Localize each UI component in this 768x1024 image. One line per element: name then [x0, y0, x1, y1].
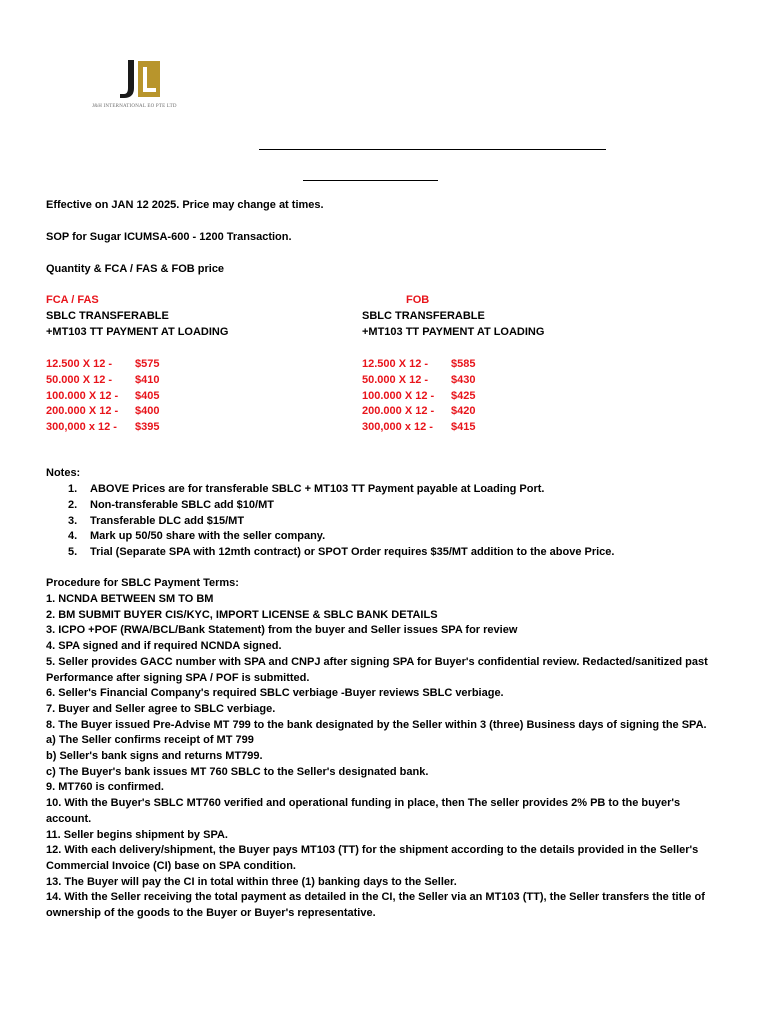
procedure-step: 10. With the Buyer's SBLC MT760 verified and operational funding in place, then The seller provides 2% PB to the buyer's account. — [46, 797, 681, 825]
effective-date-line: Effective on JAN 12 2025. Price may change at times. — [46, 199, 324, 211]
procedure-step: 5. Seller provides GACC number with SPA and CNPJ after signing SPA for Buyer's confidential review. Redacted/sanitized past Performance after signing SPA / POF is submitted. — [46, 655, 708, 684]
fca-sblc-line: SBLC TRANSFERABLE — [46, 310, 169, 322]
notes-heading: Notes: — [46, 467, 81, 479]
price-amount: $425 — [451, 389, 476, 402]
list-text: Mark up 50/50 share with the seller company. — [90, 530, 326, 543]
procedure-step: 1. NCNDA BETWEEN SM TO BM — [46, 593, 214, 605]
procedure-step: 14. With the Seller receiving the total payment as detailed in the CI, the Seller via an MT103 (TT), the Seller transfers the title of ownership of the goods to the Buyer or Buyer's representative. — [46, 891, 705, 920]
price-qty: 100.000 X 12 - — [362, 389, 435, 402]
list-number: 2. — [68, 498, 78, 511]
price-amount: $405 — [135, 389, 160, 402]
price-amount: $585 — [451, 358, 476, 370]
quantity-heading: Quantity & FCA / FAS & FOB price — [46, 263, 225, 275]
fca-fas-title: FCA / FAS — [46, 294, 99, 306]
procedure-step: 11. Seller begins shipment by SPA. — [46, 828, 228, 841]
price-qty: 200.000 X 12 - — [46, 405, 119, 418]
list-text: Transferable DLC add $15/MT — [90, 514, 245, 527]
procedure-step: 2. BM SUBMIT BUYER CIS/KYC, IMPORT LICENSE & SBLC BANK DETAILS — [46, 608, 438, 621]
price-qty: 300,000 x 12 - — [46, 421, 117, 434]
list-text: Non-transferable SBLC add $10/MT — [90, 498, 274, 511]
fob-payment-line: +MT103 TT PAYMENT AT LOADING — [362, 326, 545, 338]
list-number: 1. — [68, 483, 78, 495]
price-amount: $410 — [135, 373, 160, 386]
procedure-step: 7. Buyer and Seller agree to SBLC verbiage. — [46, 702, 276, 715]
company-logo — [92, 58, 192, 112]
price-amount: $400 — [135, 405, 160, 418]
sop-line: SOP for Sugar ICUMSA-600 - 1200 Transaction. — [46, 231, 292, 243]
price-qty: 200.000 X 12 - — [362, 405, 435, 418]
procedure-step: 3. ICPO +POF (RWA/BCL/Bank Statement) from the buyer and Seller issues SPA for review — [46, 624, 518, 637]
price-qty: 50.000 X 12 - — [362, 373, 429, 386]
price-qty: 50.000 X 12 - — [46, 373, 113, 386]
procedure-step: 8. The Buyer issued Pre-Advise MT 799 to the bank designated by the Seller within 3 (three) Business days of signing the SPA. — [46, 718, 707, 731]
procedure-step: c) The Buyer's bank issues MT 760 SBLC to the Seller's designated bank. — [46, 765, 429, 778]
list-number: 4. — [68, 530, 78, 543]
list-number: 3. — [68, 514, 78, 527]
price-qty: 12.500 X 12 - — [362, 358, 429, 370]
price-qty: 300,000 x 12 - — [362, 421, 433, 434]
procedure-step: 12. With each delivery/shipment, the Buyer pays MT103 (TT) for the shipment according to the details provided in the Seller's Commercial Invoice (CI) base on SPA condition. — [46, 844, 699, 872]
procedure-step: 4. SPA signed and if required NCNDA signed. — [46, 640, 282, 653]
fob-title: FOB — [406, 294, 430, 306]
price-qty: 12.500 X 12 - — [46, 358, 113, 370]
procedure-steps — [46, 592, 726, 922]
procedure-step: b) Seller's bank signs and returns MT799. — [46, 750, 263, 763]
price-amount: $430 — [451, 373, 476, 386]
company-name: J&H INTERNATIONAL EO PTE LTD — [92, 104, 177, 109]
procedure-step: a) The Seller confirms receipt of MT 799 — [46, 734, 254, 747]
procedure-step: 6. Seller's Financial Company's required SBLC verbiage -Buyer reviews SBLC verbiage. — [46, 687, 504, 700]
price-amount: $395 — [135, 421, 160, 434]
price-amount: $420 — [451, 405, 476, 418]
list-number: 5. — [68, 546, 78, 559]
subtitle-underline — [303, 180, 438, 181]
procedure-heading: Procedure for SBLC Payment Terms: — [46, 577, 239, 589]
price-qty: 100.000 X 12 - — [46, 389, 119, 402]
procedure-step: 9. MT760 is confirmed. — [46, 781, 164, 794]
jh-logo-mark-icon — [114, 58, 164, 102]
list-text: Trial (Separate SPA with 12mth contract) or SPOT Order requires $35/MT addition to the above Price. — [90, 546, 615, 559]
title-underline — [259, 149, 606, 150]
list-text: ABOVE Prices are for transferable SBLC + MT103 TT Payment payable at Loading Port. — [90, 483, 545, 495]
procedure-step: 13. The Buyer will pay the CI in total within three (1) banking days to the Seller. — [46, 875, 457, 888]
price-amount: $575 — [135, 358, 160, 370]
fca-payment-line: +MT103 TT PAYMENT AT LOADING — [46, 326, 229, 338]
fob-sblc-line: SBLC TRANSFERABLE — [362, 310, 485, 322]
price-amount: $415 — [451, 421, 476, 434]
